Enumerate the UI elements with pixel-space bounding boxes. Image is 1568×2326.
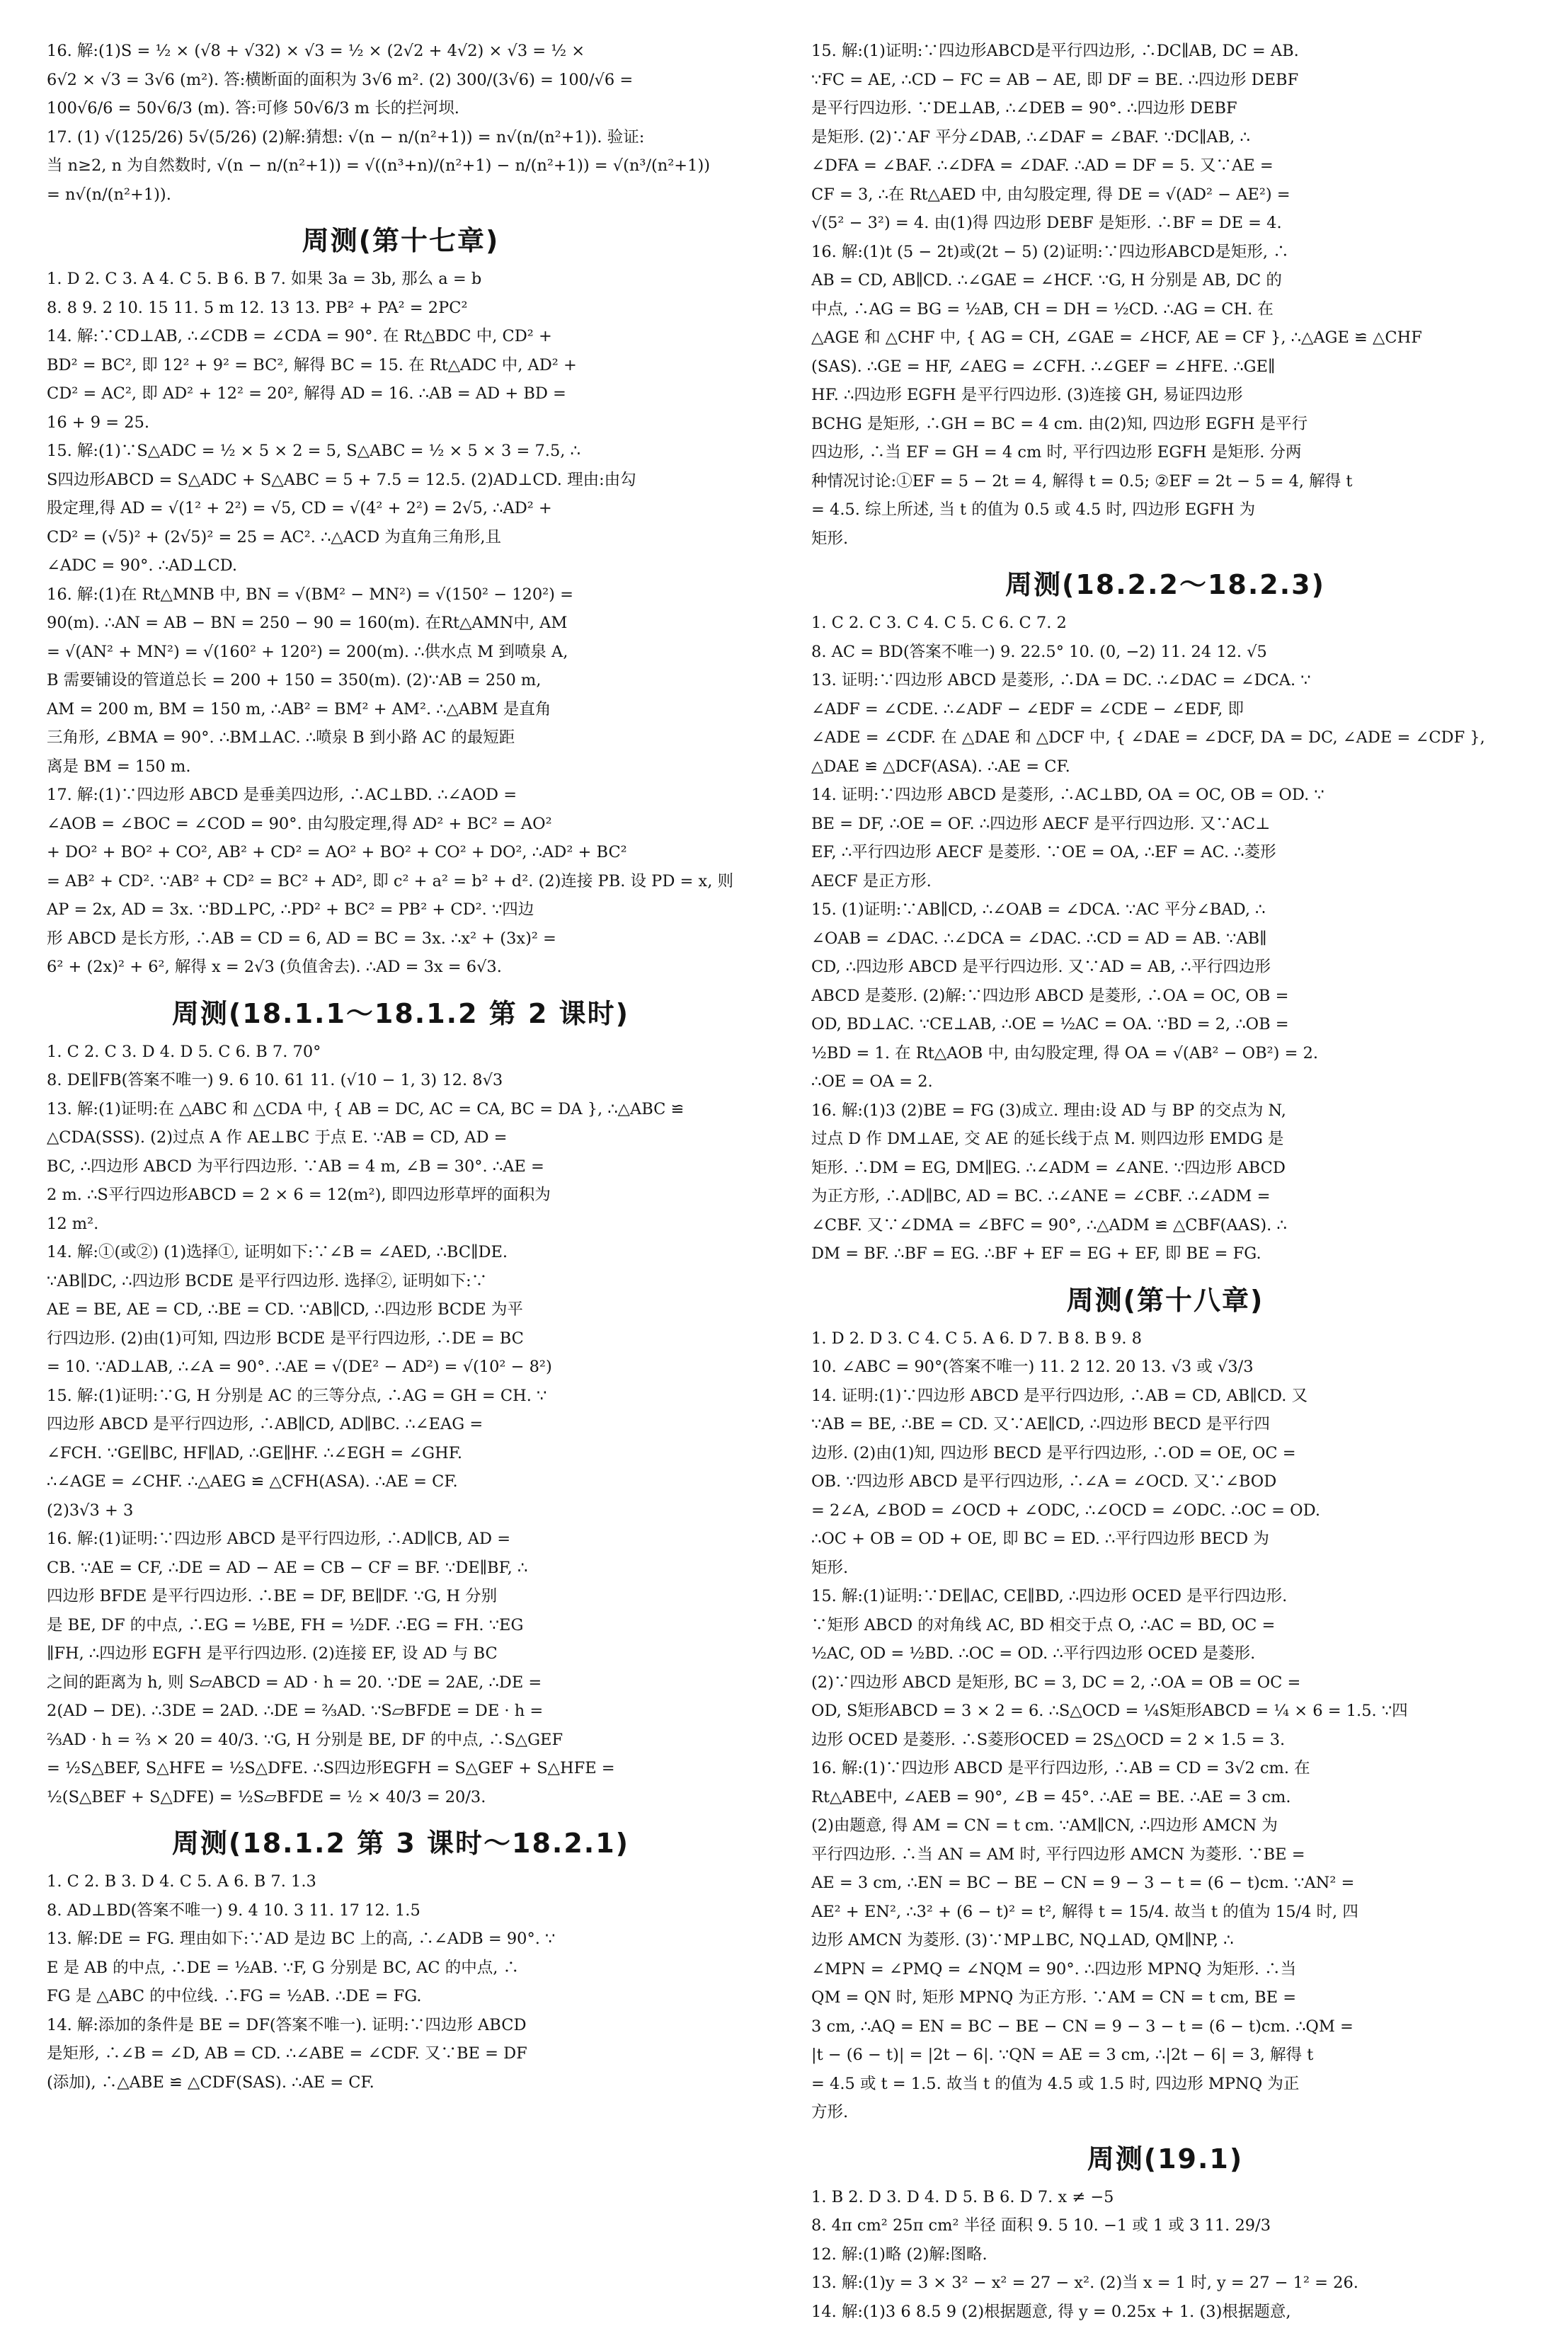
- answer-line: = 4.5 或 t = 1.5. 故当 t 的值为 4.5 或 1.5 时, 四边形 MPNQ 为正: [811, 2070, 1519, 2099]
- answer-line: = 4.5. 综上所述, 当 t 的值为 0.5 或 4.5 时, 四边形 EGFH 为: [811, 495, 1519, 525]
- answer-line: 15. 解:(1)证明:∵四边形ABCD是平行四边形, ∴DC∥AB, DC = AB.: [811, 37, 1519, 66]
- answer-line: 13. 解:(1)证明:在 △ABC 和 △CDA 中, { AB = DC, AC = CA, BC = DA }, ∴△ABC ≌: [47, 1095, 755, 1124]
- answer-line: ∴OC + OB = OD + OE, 即 BC = ED. ∴平行四边形 BECD 为: [811, 1525, 1519, 1554]
- answer-line: ∠ADF = ∠CDE. ∴∠ADF − ∠EDF = ∠CDE − ∠EDF, 即: [811, 695, 1519, 724]
- answer-line: 当 n≥2, n 为自然数时, √(n − n/(n²+1)) = √((n³+n)/(n²+1) − n/(n²+1)) = √(n³/(n²+1)): [47, 151, 755, 181]
- answer-line: CD, ∴四边形 ABCD 是平行四边形. 又∵AD = AB, ∴平行四边形: [811, 953, 1519, 982]
- answer-line: 方形.: [811, 2098, 1519, 2127]
- answer-line: 8. AC = BD(答案不唯一) 9. 22.5° 10. (0, −2) 11. 24 12. √5: [811, 638, 1519, 667]
- answer-line: ∠ADC = 90°. ∴AD⊥CD.: [47, 551, 755, 580]
- answer-line: ∠ADE = ∠CDF. 在 △DAE 和 △DCF 中, { ∠DAE = ∠DCF, DA = DC, ∠ADE = ∠CDF },: [811, 723, 1519, 752]
- answer-line: 3 cm, ∴AQ = EN = BC − BE − CN = 9 − 3 − t = (6 − t)cm. ∴QM =: [811, 2012, 1519, 2041]
- answer-line: 16. 解:(1)∵四边形 ABCD 是平行四边形, ∴AB = CD = 3√2 cm. 在: [811, 1754, 1519, 1783]
- answer-line: 8. DE∥FB(答案不唯一) 9. 6 10. 61 11. (√10 − 1, 3) 12. 8√3: [47, 1066, 755, 1095]
- answer-line: ⅔AD · h = ⅔ × 20 = 40/3. ∵G, H 分别是 BE, DF 的中点, ∴S△GEF: [47, 1726, 755, 1755]
- answer-line: 边形. (2)由(1)知, 四边形 BECD 是平行四边形, ∴OD = OE, OC =: [811, 1439, 1519, 1468]
- answer-line: (添加), ∴△ABE ≌ △CDF(SAS). ∴AE = CF.: [47, 2068, 755, 2097]
- answer-line: 16. 解:(1)在 Rt△MNB 中, BN = √(BM² − MN²) = √(150² − 120²) =: [47, 580, 755, 609]
- answer-line: 三角形, ∠BMA = 90°. ∴BM⊥AC. ∴喷泉 B 到小路 AC 的最短距: [47, 723, 755, 752]
- answer-line: 10. ∠ABC = 90°(答案不唯一) 11. 2 12. 20 13. √3 或 √3/3: [811, 1353, 1519, 1382]
- answer-line: AP = 2x, AD = 3x. ∵BD⊥PC, ∴PD² + BC² = PB² + CD². ∵四边: [47, 895, 755, 924]
- answer-line: = ½S△BEF, S△HFE = ½S△DFE. ∴S四边形EGFH = S△GEF + S△HFE =: [47, 1754, 755, 1783]
- answer-line: BE = DF, ∴OE = OF. ∴四边形 AECF 是平行四边形. 又∵AC⊥: [811, 810, 1519, 839]
- answer-line: 1. D 2. C 3. A 4. C 5. B 6. B 7. 如果 3a = 3b, 那么 a = b: [47, 265, 755, 294]
- answer-line: E 是 AB 的中点, ∴DE = ½AB. ∵F, G 分别是 BC, AC 的中点, ∴: [47, 1954, 755, 1983]
- section-title: 周测(第十八章): [811, 1278, 1519, 1317]
- answer-line: 矩形.: [811, 1554, 1519, 1583]
- answer-line: 1. B 2. D 3. D 4. D 5. B 6. D 7. x ≠ −5: [811, 2183, 1519, 2212]
- answer-line: ∠DFA = ∠BAF. ∴∠DFA = ∠DAF. ∴AD = DF = 5. 又∵AE =: [811, 151, 1519, 181]
- answer-line: 16. 解:(1)t (5 − 2t)或(2t − 5) (2)证明:∵四边形ABCD是矩形, ∴: [811, 238, 1519, 267]
- answer-line: AE = BE, AE = CD, ∴BE = CD. ∵AB∥CD, ∴四边形 BCDE 为平: [47, 1295, 755, 1324]
- answer-line: + DO² + BO² + CO², AB² + CD² = AO² + BO² + CO² + DO², ∴AD² + BC²: [47, 838, 755, 867]
- answer-line: Rt△ABE中, ∠AEB = 90°, ∠B = 45°. ∴AE = BE. ∴AE = 3 cm.: [811, 1783, 1519, 1812]
- answer-line: 15. 解:(1)证明:∵DE∥AC, CE∥BD, ∴四边形 OCED 是平行四边形.: [811, 1582, 1519, 1611]
- answer-line: 种情况讨论:①EF = 5 − 2t = 4, 解得 t = 0.5; ②EF = 2t − 5 = 4, 解得 t: [811, 467, 1519, 496]
- answer-line: 四边形 BFDE 是平行四边形. ∴BE = DF, BE∥DF. ∵G, H 分别: [47, 1582, 755, 1611]
- answer-line: AB = CD, AB∥CD. ∴∠GAE = ∠HCF. ∵G, H 分别是 AB, DC 的: [811, 266, 1519, 295]
- answer-line: 8. AD⊥BD(答案不唯一) 9. 4 10. 3 11. 17 12. 1.5: [47, 1896, 755, 1925]
- answer-line: CF = 3, ∴在 Rt△AED 中, 由勾股定理, 得 DE = √(AD² − AE²) =: [811, 181, 1519, 210]
- answer-line: △AGE 和 △CHF 中, { AG = CH, ∠GAE = ∠HCF, AE = CF }, ∴△AGE ≌ △CHF: [811, 323, 1519, 353]
- answer-line: S四边形ABCD = S△ADC + S△ABC = 5 + 7.5 = 12.5. (2)AD⊥CD. 理由:由勾: [47, 466, 755, 495]
- answer-line: 边形 OCED 是菱形. ∴S菱形OCED = 2S△OCD = 2 × 1.5 = 3.: [811, 1726, 1519, 1755]
- answer-line: 15. 解:(1)证明:∵G, H 分别是 AC 的三等分点, ∴AG = GH = CH. ∵: [47, 1382, 755, 1411]
- answer-line: DM = BF. ∴BF = EG. ∴BF + EF = EG + EF, 即 BE = FG.: [811, 1239, 1519, 1268]
- answer-line: 1. D 2. D 3. C 4. C 5. A 6. D 7. B 8. B 9. 8: [811, 1324, 1519, 1353]
- answer-line: 14. 解:(1)3 6 8.5 9 (2)根据题意, 得 y = 0.25x + 1. (3)根据题意,: [811, 2298, 1519, 2326]
- answer-line: (2)3√3 + 3: [47, 1496, 755, 1525]
- answer-line: BD² = BC², 即 12² + 9² = BC², 解得 BC = 15. 在 Rt△ADC 中, AD² +: [47, 351, 755, 380]
- answer-line: AECF 是正方形.: [811, 867, 1519, 896]
- answer-line: QM = QN 时, 矩形 MPNQ 为正方形. ∵AM = CN = t cm, BE =: [811, 1983, 1519, 2012]
- answer-line: ½BD = 1. 在 Rt△AOB 中, 由勾股定理, 得 OA = √(AB² − OB²) = 2.: [811, 1039, 1519, 1068]
- answer-line: 形 ABCD 是长方形, ∴AB = CD = 6, AD = BC = 3x. ∴x² + (3x)² =: [47, 924, 755, 953]
- answer-line: ∵FC = AE, ∴CD − FC = AB − AE, 即 DF = BE. ∴四边形 DEBF: [811, 66, 1519, 95]
- answer-line: ∵AB∥DC, ∴四边形 BCDE 是平行四边形. 选择②, 证明如下:∵: [47, 1267, 755, 1296]
- answer-line: ∠MPN = ∠PMQ = ∠NQM = 90°. ∴四边形 MPNQ 为矩形. ∴当: [811, 1955, 1519, 1984]
- left-column: [47, 37, 755, 2097]
- answer-line: 14. 解:①(或②) (1)选择①, 证明如下:∵∠B = ∠AED, ∴BC∥DE.: [47, 1238, 755, 1267]
- answer-line: AM = 200 m, BM = 150 m, ∴AB² = BM² + AM². ∴△ABM 是直角: [47, 695, 755, 724]
- answer-line: 16. 解:(1)S = ½ × (√8 + √32) × √3 = ½ × (2√2 + 4√2) × √3 = ½ ×: [47, 37, 755, 66]
- answer-line: 15. (1)证明:∵AB∥CD, ∴∠OAB = ∠DCA. ∵AC 平分∠BAD, ∴: [811, 895, 1519, 924]
- answer-line: ∴OE = OA = 2.: [811, 1067, 1519, 1096]
- answer-line: 矩形. ∴DM = EG, DM∥EG. ∴∠ADM = ∠ANE. ∵四边形 ABCD: [811, 1154, 1519, 1183]
- answer-line: 股定理,得 AD = √(1² + 2²) = √5, CD = √(4² + 2²) = 2√5, ∴AD² +: [47, 494, 755, 523]
- answer-line: EF, ∴平行四边形 AECF 是菱形. ∵OE = OA, ∴EF = AC. ∴菱形: [811, 838, 1519, 867]
- answer-line: 四边形 ABCD 是平行四边形, ∴AB∥CD, AD∥BC. ∴∠EAG =: [47, 1410, 755, 1439]
- answer-line: 16. 解:(1)3 (2)BE = FG (3)成立. 理由:设 AD 与 BP 的交点为 N,: [811, 1096, 1519, 1125]
- answer-line: AE = 3 cm, ∴EN = BC − BE − CN = 9 − 3 − t = (6 − t)cm. ∵AN² =: [811, 1869, 1519, 1898]
- answer-line: 是 BE, DF 的中点, ∴EG = ½BE, FH = ½DF. ∴EG = FH. ∵EG: [47, 1611, 755, 1640]
- answer-line: 为正方形, ∴AD∥BC, AD = BC. ∴∠ANE = ∠CBF. ∴∠ADM =: [811, 1182, 1519, 1211]
- section-title: 周测(19.1): [811, 2137, 1519, 2176]
- answer-line: △DAE ≌ △DCF(ASA). ∴AE = CF.: [811, 752, 1519, 781]
- answer-line: ∠AOB = ∠BOC = ∠COD = 90°. 由勾股定理,得 AD² + BC² = AO²: [47, 810, 755, 839]
- right-column: [811, 37, 1519, 2326]
- answer-line: 6√2 × √3 = 3√6 (m²). 答:横断面的面积为 3√6 m². (2) 300/(3√6) = 100/√6 =: [47, 66, 755, 95]
- answer-line: 15. 解:(1)∵S△ADC = ½ × 5 × 2 = 5, S△ABC = ½ × 5 × 3 = 7.5, ∴: [47, 437, 755, 466]
- answer-line: ABCD 是菱形. (2)解:∵四边形 ABCD 是菱形, ∴OA = OC, OB =: [811, 982, 1519, 1011]
- answer-line: 13. 证明:∵四边形 ABCD 是菱形, ∴DA = DC. ∴∠DAC = ∠DCA. ∵: [811, 666, 1519, 695]
- answer-line: ∴∠AGE = ∠CHF. ∴△AEG ≌ △CFH(ASA). ∴AE = CF.: [47, 1467, 755, 1496]
- answer-line: OD, BD⊥AC. ∵CE⊥AB, ∴OE = ½AC = OA. ∵BD = 2, ∴OB =: [811, 1010, 1519, 1039]
- section-title: 周测(18.2.2～18.2.3): [811, 563, 1519, 602]
- answer-line: 过点 D 作 DM⊥AE, 交 AE 的延长线于点 M. 则四边形 EMDG 是: [811, 1125, 1519, 1154]
- answer-line: 13. 解:(1)y = 3 × 3² − x² = 27 − x². (2)当 x = 1 时, y = 27 − 1² = 26.: [811, 2269, 1519, 2298]
- answer-line: ½AC, OD = ½BD. ∴OC = OD. ∴平行四边形 OCED 是菱形.: [811, 1639, 1519, 1668]
- section-title: 周测(第十七章): [47, 219, 755, 258]
- answer-line: 13. 解:DE = FG. 理由如下:∵AD 是边 BC 上的高, ∴∠ADB = 90°. ∵: [47, 1925, 755, 1954]
- answer-line: FG 是 △ABC 的中位线. ∴FG = ½AB. ∴DE = FG.: [47, 1982, 755, 2011]
- answer-line: HF. ∴四边形 EGFH 是平行四边形. (3)连接 GH, 易证四边形: [811, 381, 1519, 410]
- answer-line: ∠OAB = ∠DAC. ∴∠DCA = ∠DAC. ∴CD = AD = AB. ∵AB∥: [811, 924, 1519, 953]
- answer-line: 14. 证明:∵四边形 ABCD 是菱形, ∴AC⊥BD, OA = OC, OB = OD. ∵: [811, 781, 1519, 810]
- answer-line: = AB² + CD². ∵AB² + CD² = BC² + AD², 即 c² + a² = b² + d². (2)连接 PB. 设 PD = x, 则: [47, 867, 755, 896]
- answer-line: 是平行四边形. ∵DE⊥AB, ∴∠DEB = 90°. ∴四边形 DEBF: [811, 94, 1519, 123]
- answer-line: 行四边形. (2)由(1)可知, 四边形 BCDE 是平行四边形, ∴DE = BC: [47, 1324, 755, 1353]
- answer-line: 矩形.: [811, 525, 1519, 554]
- answer-line: 12 m².: [47, 1210, 755, 1239]
- answer-line: = 2∠A, ∠BOD = ∠OCD + ∠ODC, ∴∠OCD = ∠ODC. ∴OC = OD.: [811, 1496, 1519, 1525]
- answer-line: 8. 8 9. 2 10. 15 11. 5 m 12. 13 13. PB² + PA² = 2PC²: [47, 294, 755, 323]
- answer-line: 1. C 2. C 3. C 4. C 5. C 6. C 7. 2: [811, 609, 1519, 638]
- answer-line: CB. ∵AE = CF, ∴DE = AD − AE = CB − CF = BF. ∵DE∥BF, ∴: [47, 1554, 755, 1583]
- answer-line: ∵AB = BE, ∴BE = CD. 又∵AE∥CD, ∴四边形 BECD 是平行四: [811, 1410, 1519, 1439]
- answer-line: 16. 解:(1)证明:∵四边形 ABCD 是平行四边形, ∴AD∥CB, AD =: [47, 1525, 755, 1554]
- answer-line: = √(AN² + MN²) = √(160² + 120²) = 200(m). ∴供水点 M 到喷泉 A,: [47, 638, 755, 667]
- answer-line: 14. 解:添加的条件是 BE = DF(答案不唯一). 证明:∵四边形 ABCD: [47, 2011, 755, 2040]
- answer-line: 中点, ∴AG = BG = ½AB, CH = DH = ½CD. ∴AG = CH. 在: [811, 295, 1519, 324]
- answer-line: 100√6/6 = 50√6/3 (m). 答:可修 50√6/3 m 长的拦河坝.: [47, 94, 755, 123]
- answer-line: 平行四边形. ∴当 AN = AM 时, 平行四边形 AMCN 为菱形. ∵BE =: [811, 1840, 1519, 1869]
- answer-line: OB. ∵四边形 ABCD 是平行四边形, ∴∠A = ∠OCD. 又∵∠BOD: [811, 1467, 1519, 1496]
- answer-line: |t − (6 − t)| = |2t − 6|. ∵QN = AE = 3 cm, ∴|2t − 6| = 3, 解得 t: [811, 2041, 1519, 2070]
- answer-line: CD² = (√5)² + (2√5)² = 25 = AC². ∴△ACD 为直角三角形,且: [47, 523, 755, 552]
- answer-line: √(5² − 3²) = 4. 由(1)得 四边形 DEBF 是矩形. ∴BF = DE = 4.: [811, 209, 1519, 238]
- answer-line: 2(AD − DE). ∴3DE = 2AD. ∴DE = ⅔AD. ∵S▱BFDE = DE · h =: [47, 1697, 755, 1726]
- answer-line: (2)∵四边形 ABCD 是矩形, BC = 3, DC = 2, ∴OA = OB = OC =: [811, 1668, 1519, 1697]
- answer-line: 14. 解:∵CD⊥AB, ∴∠CDB = ∠CDA = 90°. 在 Rt△BDC 中, CD² +: [47, 322, 755, 351]
- answer-line: 离是 BM = 150 m.: [47, 752, 755, 781]
- answer-line: = n√(n/(n²+1)).: [47, 181, 755, 210]
- answer-line: ∵矩形 ABCD 的对角线 AC, BD 相交于点 O, ∴AC = BD, OC =: [811, 1611, 1519, 1640]
- answer-line: BCHG 是矩形, ∴GH = BC = 4 cm. 由(2)知, 四边形 EGFH 是平行: [811, 410, 1519, 439]
- answer-line: 之间的距离为 h, 则 S▱ABCD = AD · h = 20. ∵DE = 2AE, ∴DE =: [47, 1668, 755, 1697]
- answer-line: 6² + (2x)² + 6², 解得 x = 2√3 (负值舍去). ∴AD = 3x = 6√3.: [47, 953, 755, 982]
- section-title: 周测(18.1.2 第 3 课时～18.2.1): [47, 1821, 755, 1860]
- answer-line: ½(S△BEF + S△DFE) = ½S▱BFDE = ½ × 40/3 = 20/3.: [47, 1783, 755, 1812]
- answer-line: AE² + EN², ∴3² + (6 − t)² = t², 解得 t = 15/4. 故当 t 的值为 15/4 时, 四: [811, 1898, 1519, 1927]
- answer-line: △CDA(SSS). (2)过点 A 作 AE⊥BC 于点 E. ∵AB = CD, AD =: [47, 1123, 755, 1152]
- answer-line: 边形 AMCN 为菱形. (3)∵MP⊥BC, NQ⊥AD, QM∥NP, ∴: [811, 1926, 1519, 1955]
- answer-line: 是矩形, ∴∠B = ∠D, AB = CD. ∴∠ABE = ∠CDF. 又∵BE = DF: [47, 2039, 755, 2068]
- answer-line: ∠CBF. 又∵∠DMA = ∠BFC = 90°, ∴△ADM ≌ △CBF(AAS). ∴: [811, 1211, 1519, 1240]
- answer-line: 12. 解:(1)略 (2)解:图略.: [811, 2240, 1519, 2269]
- answer-line: 2 m. ∴S平行四边形ABCD = 2 × 6 = 12(m²), 即四边形草坪的面积为: [47, 1181, 755, 1210]
- answer-line: OD, S矩形ABCD = 3 × 2 = 6. ∴S△OCD = ¼S矩形ABCD = ¼ × 6 = 1.5. ∵四: [811, 1697, 1519, 1726]
- answer-line: 16 + 9 = 25.: [47, 408, 755, 437]
- answer-line: 90(m). ∴AN = AB − BN = 250 − 90 = 160(m). 在Rt△AMN中, AM: [47, 609, 755, 638]
- answer-line: 17. 解:(1)∵四边形 ABCD 是垂美四边形, ∴AC⊥BD. ∴∠AOD =: [47, 781, 755, 810]
- section-title: 周测(18.1.1～18.1.2 第 2 课时): [47, 992, 755, 1031]
- answer-line: 14. 证明:(1)∵四边形 ABCD 是平行四边形, ∴AB = CD, AB∥CD. 又: [811, 1382, 1519, 1411]
- answer-line: 是矩形. (2)∵AF 平分∠DAB, ∴∠DAF = ∠BAF. ∵DC∥AB, ∴: [811, 123, 1519, 152]
- answer-line: 1. C 2. B 3. D 4. C 5. A 6. B 7. 1.3: [47, 1867, 755, 1896]
- answer-line: = 10. ∵AD⊥AB, ∴∠A = 90°. ∴AE = √(DE² − AD²) = √(10² − 8²): [47, 1353, 755, 1382]
- answer-line: 四边形, ∴当 EF = GH = 4 cm 时, 平行四边形 EGFH 是矩形. 分两: [811, 438, 1519, 467]
- answer-line: 8. 4π cm² 25π cm² 半径 面积 9. 5 10. −1 或 1 或 3 11. 29/3: [811, 2211, 1519, 2240]
- answer-line: ∥FH, ∴四边形 EGFH 是平行四边形. (2)连接 EF, 设 AD 与 BC: [47, 1639, 755, 1668]
- answer-line: ∠FCH. ∵GE∥BC, HF∥AD, ∴GE∥HF. ∴∠EGH = ∠GHF.: [47, 1439, 755, 1468]
- answer-line: B 需要铺设的管道总长 = 200 + 150 = 350(m). (2)∵AB = 250 m,: [47, 666, 755, 695]
- answer-line: (2)由题意, 得 AM = CN = t cm. ∵AM∥CN, ∴四边形 AMCN 为: [811, 1811, 1519, 1840]
- answer-line: (SAS). ∴GE = HF, ∠AEG = ∠CFH. ∴∠GEF = ∠HFE. ∴GE∥: [811, 353, 1519, 382]
- answer-line: CD² = AC², 即 AD² + 12² = 20², 解得 AD = 16. ∴AB = AD + BD =: [47, 379, 755, 408]
- answer-line: 1. C 2. C 3. D 4. D 5. C 6. B 7. 70°: [47, 1038, 755, 1067]
- answer-line: 17. (1) √(125/26) 5√(5/26) (2)解:猜想: √(n − n/(n²+1)) = n√(n/(n²+1)). 验证:: [47, 123, 755, 152]
- answer-line: BC, ∴四边形 ABCD 为平行四边形. ∵AB = 4 m, ∠B = 30°. ∴AE =: [47, 1152, 755, 1181]
